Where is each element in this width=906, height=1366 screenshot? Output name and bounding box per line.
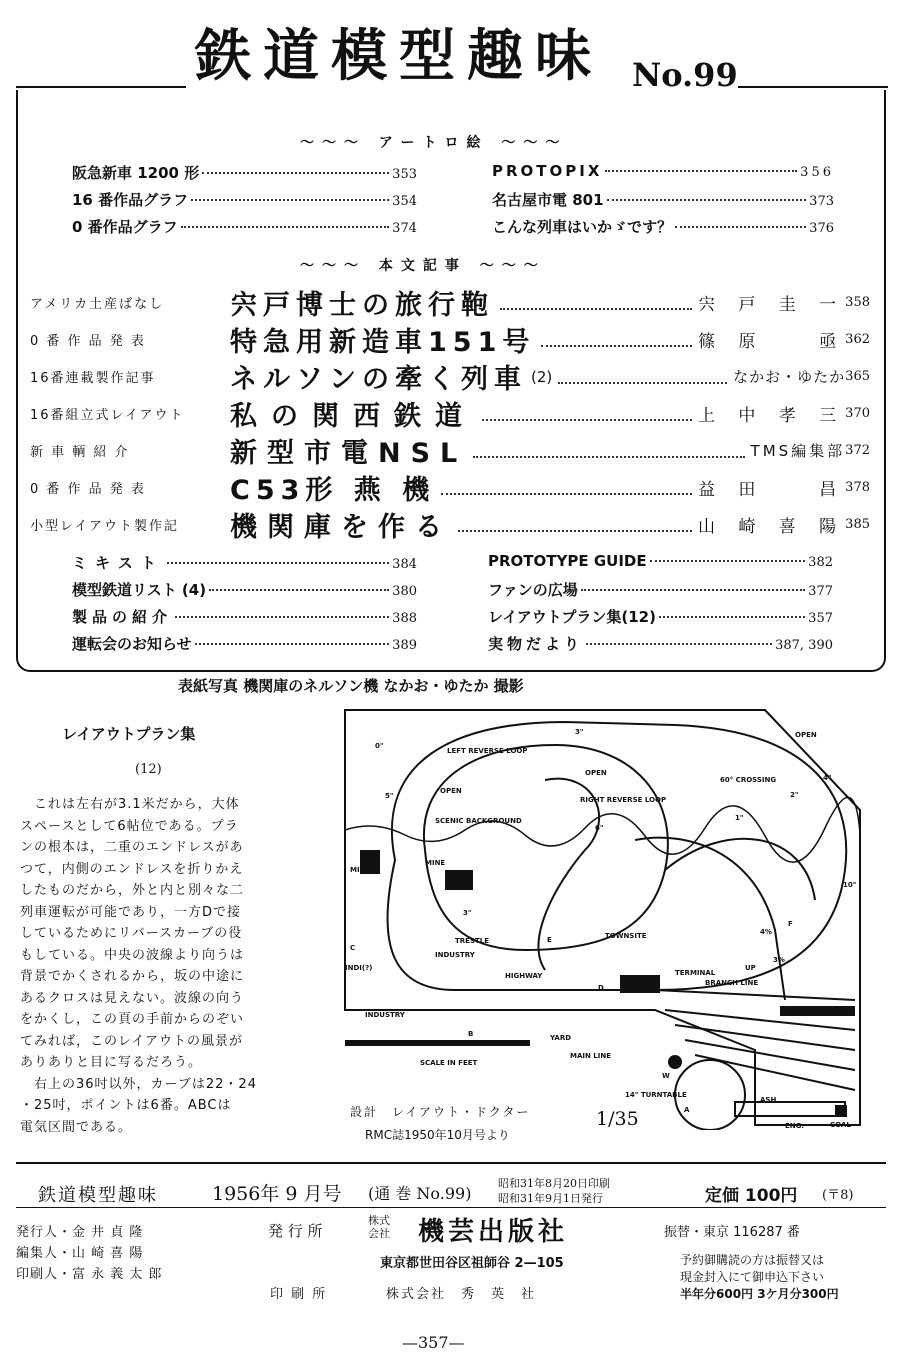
footer-staff [16, 1222, 163, 1285]
plan-label: F [788, 920, 793, 928]
text-line: スペースとして6帖位である。プラ [20, 818, 239, 834]
text-line: をかくし，この頁の手前からのぞい [20, 1012, 245, 1027]
text-line: 背景でかくされるから，坂の中途に [20, 969, 245, 984]
footer-date: 1956年 9 月号 [212, 1183, 342, 1205]
misc-item: 模型鉄道リスト (4) 380 [72, 581, 417, 599]
plan-label: INDUSTRY [435, 951, 475, 959]
art-item: PROTOPIX 356 [492, 162, 834, 180]
footer-print-date: 昭和31年8月20日印刷 [498, 1177, 610, 1190]
plan-label: SCENIC BACKGROUND [435, 817, 522, 825]
plan-label: OPEN [585, 769, 607, 777]
plan-label: W [662, 1072, 670, 1080]
plan-label: 10" [843, 881, 857, 889]
plan-label: C [350, 944, 356, 952]
plan-label: INDUSTRY [365, 1011, 405, 1019]
article-row: 16番連載製作記事 ネルソンの牽く列車 (2) なかお・ゆたか 365 [30, 364, 870, 395]
plan-label: BRANCH LINE [705, 979, 759, 987]
header-rule-left [16, 86, 186, 88]
misc-item: 実物だより 387, 390 [488, 635, 833, 653]
text-line: つて，内側のエンドレスを折りかえ [20, 861, 244, 877]
cover-caption: 表紙写真 機関庫のネルソン機 なかお・ゆたか 撮影 [170, 675, 532, 696]
article-row: 0 番 作 品 発 表 特急用新造車151号 篠 原 亟 362 [30, 327, 870, 358]
plan-label: A [684, 1106, 690, 1114]
plan-label: 6" [595, 824, 604, 832]
plan-label: OPEN [795, 731, 817, 739]
layout-plan-text [20, 794, 320, 1138]
plan-credit-designer: 設計 レイアウト・ドクター [350, 1105, 531, 1119]
text-line: しているためにリバースカーブの役 [20, 926, 243, 941]
misc-item: ミキスト 384 [72, 554, 417, 572]
wave-ornament-icon: 〜〜〜 [300, 258, 366, 274]
footer-issue-date: 昭和31年9月1日発行 [498, 1192, 603, 1205]
footer-account: 振替・東京 116287 番 [664, 1225, 800, 1240]
plan-label: RIGHT REVERSE LOOP [580, 796, 667, 804]
misc-item: レイアウトプラン集(12) 357 [488, 608, 833, 626]
plan-label: 14" TURNTABLE [625, 1091, 687, 1099]
article-list [30, 284, 870, 543]
footer-rule-mid [16, 1207, 886, 1208]
misc-item: ファンの広場 377 [488, 581, 833, 599]
wave-ornament-icon: 〜〜〜 [501, 135, 568, 151]
footer-postage: (〒8) [822, 1188, 854, 1203]
text-line: 電気区間である。 [20, 1119, 133, 1135]
plan-label: TOWNSITE [605, 932, 647, 940]
article-row: 0 番 作 品 発 表 C53形 燕 機 益 田 昌 378 [30, 475, 870, 506]
art-list-left [72, 162, 417, 243]
plan-label: 4% [760, 928, 772, 936]
wave-ornament-icon: 〜〜〜 [479, 258, 546, 274]
plan-label: TERMINAL [675, 969, 716, 977]
plan-label: LEFT REVERSE LOOP [447, 747, 528, 755]
plan-label: 3" [575, 728, 584, 736]
magazine-title: 鉄道模型趣味 [195, 24, 603, 89]
plan-label: MINE [350, 866, 371, 874]
layout-plan-number: (12) [135, 762, 162, 777]
art-item: 阪急新車 1200 形 353 [72, 164, 417, 182]
footer-printer: 株式会社 秀 英 社 [386, 1287, 537, 1302]
plan-label: 0" [375, 742, 384, 750]
plan-label: 2" [790, 791, 799, 799]
plan-label: COAL [830, 1121, 851, 1129]
text-line: ンの根本は，二重のエンドレスがあ [20, 840, 244, 855]
header-rule-right [738, 86, 888, 88]
article-row: 新 車 輌 紹 介 新型市電NSL TMS編集部 372 [30, 438, 870, 469]
staff-line: 印刷人・富 永 義 太 郎 [16, 1267, 163, 1282]
plan-label: 3" [463, 909, 472, 917]
footer-subscription-1: 予約御購読の方は振替又は [680, 1253, 825, 1267]
staff-line: 編集人・山 崎 喜 陽 [16, 1246, 144, 1261]
layout-plan-heading: レイアウトプラン集 [62, 725, 196, 743]
plan-label: UP [745, 964, 756, 972]
art-item: こんな列車はいかゞです？ 376 [492, 218, 834, 236]
misc-item: PROTOTYPE GUIDE 382 [488, 552, 833, 570]
footer-publisher-label: 発 行 所 [268, 1222, 323, 1240]
text-line: 右上の36吋以外，カーブは22・24 [34, 1076, 257, 1092]
plan-label: ASH [760, 1096, 777, 1104]
plan-label: 60° CROSSING [720, 776, 777, 784]
art-section-heading: 〜〜〜 アートロ絵 〜〜〜 [300, 135, 568, 151]
issue-number: No.99 [632, 56, 738, 94]
plan-label: SCALE IN FEET [420, 1059, 478, 1067]
plan-label: D [598, 984, 604, 992]
plan-label: OPEN [440, 787, 462, 795]
plan-label: ENG. [785, 1122, 805, 1130]
footer-publisher: 機芸出版社 [418, 1217, 569, 1247]
plan-label: 3% [773, 956, 785, 964]
footer-serial: (通 巻 No.99) [368, 1184, 472, 1203]
wave-ornament-icon: 〜〜〜 [300, 135, 366, 151]
plan-credit-source: RMC誌1950年10月号より [365, 1128, 510, 1142]
text-line: あるクロスは見えない。波線の向う [20, 990, 245, 1006]
text-line: てみれば，このレイアウトの風景が [20, 1033, 243, 1049]
article-row: 小型レイアウト製作記 機関庫を作る 山 崎 喜 陽 385 [30, 512, 870, 543]
text-line: ありありと目に写るだろう。 [20, 1055, 203, 1070]
misc-item: 製品の紹介 388 [72, 608, 417, 626]
text-line: これは左右が3.1米だから，大体 [34, 797, 240, 812]
art-item: 名古屋市電 801 373 [492, 191, 834, 209]
misc-list-left [72, 552, 417, 660]
plan-label: MINE [425, 859, 446, 867]
staff-line: 発行人・金 井 貞 隆 [16, 1225, 144, 1240]
footer-address: 東京都世田谷区祖師谷 2—105 [380, 1256, 564, 1271]
footer-subscription-2: 現金封入にて御申込下さい [680, 1270, 825, 1284]
text-line: 列車運転が可能であり，一方Dで接 [20, 904, 242, 920]
footer-price: 定価 100円 [705, 1186, 798, 1206]
art-list-right [492, 162, 834, 243]
art-item: 16 番作品グラフ 354 [72, 191, 417, 209]
article-row: 16番組立式レイアウト 私の関西鉄道 上 中 孝 三 370 [30, 401, 870, 432]
plan-label: B [468, 1030, 474, 1038]
plan-label: 4" [823, 774, 832, 782]
article-row: アメリカ土産ばなし 宍戸博士の旅行鞄 宍 戸 圭 一 358 [30, 290, 870, 321]
misc-list-right [488, 552, 833, 660]
footer-printer-label: 印 刷 所 [270, 1287, 328, 1302]
plan-label: YARD [550, 1034, 572, 1042]
plan-label: 1" [735, 814, 744, 822]
plan-label: 5" [385, 792, 394, 800]
plan-label: INDI(?) [345, 964, 373, 972]
footer-subscription-3: 半年分600円 3ケ月分300円 [680, 1287, 839, 1301]
page-number: —357— [402, 1333, 465, 1352]
plan-label: MAIN LINE [570, 1052, 611, 1060]
misc-item: 運転会のお知らせ 389 [72, 635, 417, 653]
footer-kaisha: 株式会社 [368, 1214, 390, 1240]
plan-label: TRESTLE [455, 937, 490, 945]
footer-rule-top [16, 1162, 886, 1164]
plan-label: HIGHWAY [505, 972, 543, 980]
track-plan-diagram [335, 700, 895, 1130]
text-line: もしている。中央の波線より向うは [20, 947, 245, 963]
main-section-heading: 〜〜〜 本文記事 〜〜〜 [300, 258, 546, 274]
plan-label: E [547, 936, 552, 944]
footer-magazine: 鉄道模型趣味 [38, 1185, 158, 1206]
plan-scale-fraction: 1/35 [596, 1108, 639, 1130]
text-line: ・25吋，ポイントは6番。ABCは [20, 1098, 232, 1113]
art-item: 0 番作品グラフ 374 [72, 218, 417, 236]
text-line: したものだから，外と内と別々な二 [20, 883, 245, 898]
